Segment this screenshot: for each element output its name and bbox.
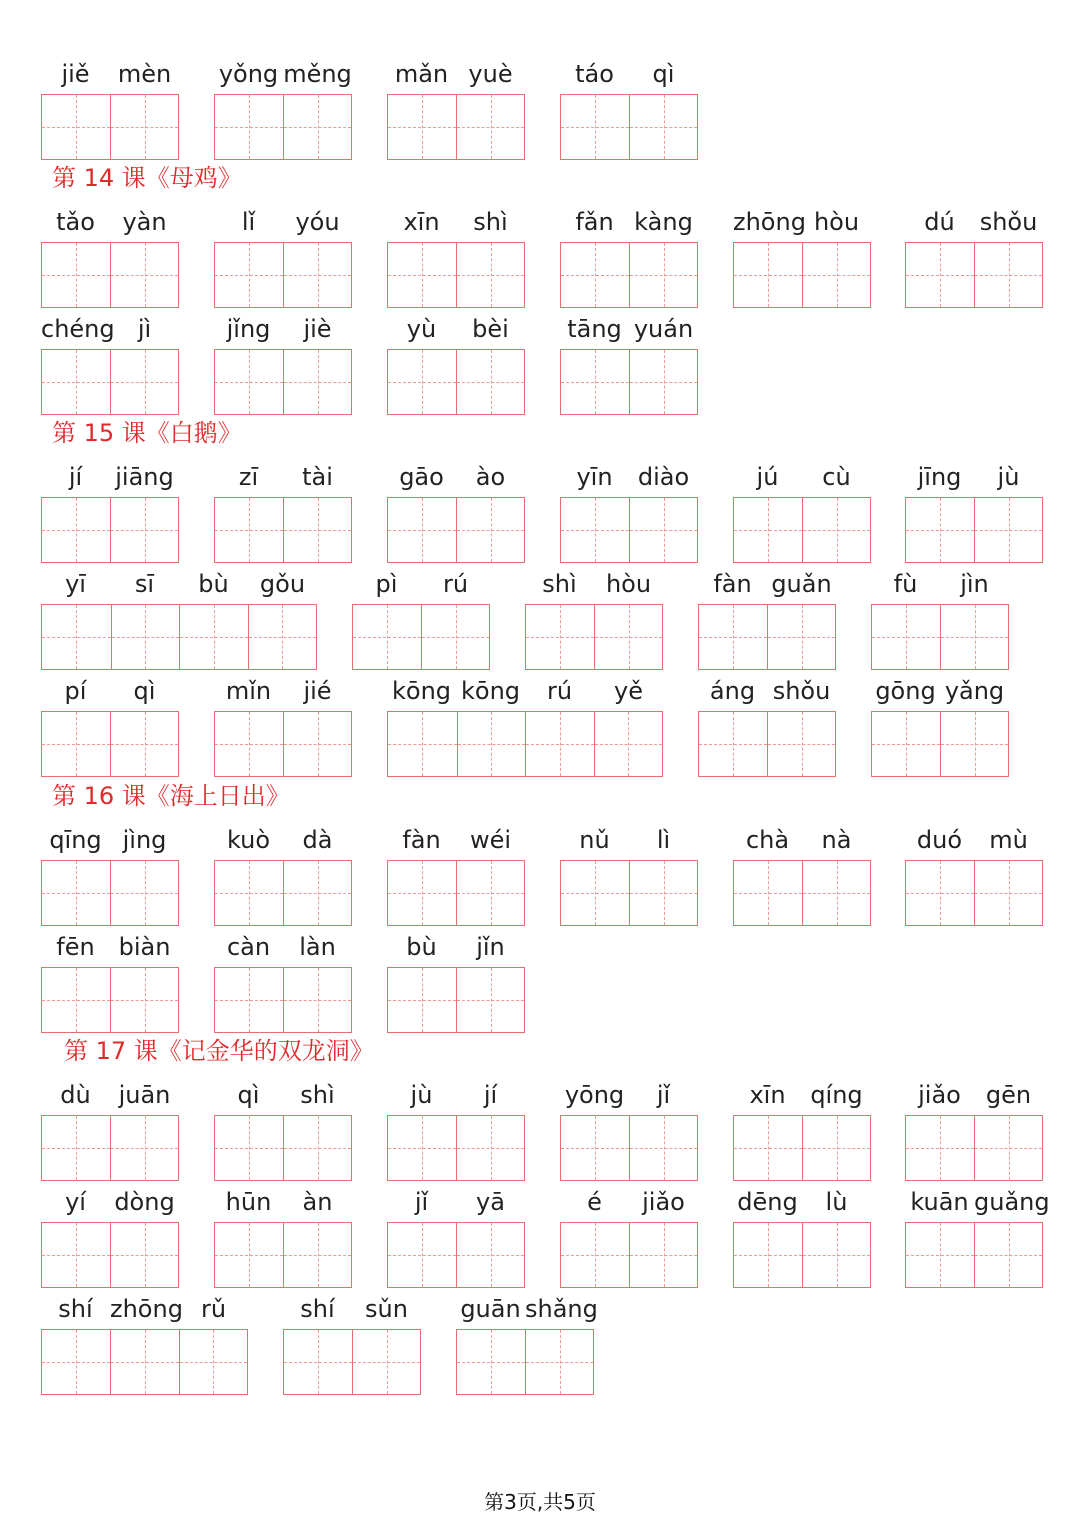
writing-cell[interactable] xyxy=(561,498,629,562)
writing-cell[interactable] xyxy=(629,350,697,414)
pinyin-label: yuè xyxy=(468,60,513,88)
writing-cell[interactable] xyxy=(561,861,629,925)
pinyin-label: qì xyxy=(133,677,156,705)
writing-cell[interactable] xyxy=(42,95,110,159)
writing-grid xyxy=(905,1115,1043,1181)
writing-grid xyxy=(214,711,352,777)
writing-grid xyxy=(41,94,179,160)
writing-grid xyxy=(560,1222,698,1288)
writing-cell[interactable] xyxy=(940,712,1008,776)
pinyin-label: shì xyxy=(473,208,508,236)
writing-cell[interactable] xyxy=(42,1223,110,1287)
pinyin-label: shǒu xyxy=(772,677,831,705)
writing-cell[interactable] xyxy=(215,95,283,159)
writing-grid xyxy=(41,497,179,563)
pinyin-label: dà xyxy=(302,826,333,854)
writing-cell[interactable] xyxy=(525,712,594,776)
pinyin-label: yǒng xyxy=(218,60,279,88)
writing-grid xyxy=(560,94,698,160)
writing-cell[interactable] xyxy=(906,861,974,925)
writing-cell[interactable] xyxy=(388,95,456,159)
writing-grid xyxy=(214,497,352,563)
writing-cell[interactable] xyxy=(629,1116,697,1180)
writing-grid xyxy=(905,1222,1043,1288)
writing-cell[interactable] xyxy=(421,605,489,669)
pinyin-label: juān xyxy=(118,1081,171,1109)
writing-cell[interactable] xyxy=(110,861,178,925)
writing-grid xyxy=(871,711,1009,777)
pinyin-label: yóu xyxy=(295,208,340,236)
pinyin-label: mù xyxy=(989,826,1028,854)
writing-cell[interactable] xyxy=(179,605,248,669)
lesson-heading: 第 16 课《海上日出》 xyxy=(52,782,290,810)
pinyin-label: pí xyxy=(64,677,87,705)
writing-cell[interactable] xyxy=(215,350,283,414)
pinyin-label: é xyxy=(587,1188,602,1216)
pinyin-label: jǐ xyxy=(656,1081,671,1109)
pinyin-label: hūn xyxy=(225,1188,272,1216)
writing-cell[interactable] xyxy=(215,968,283,1032)
writing-cell[interactable] xyxy=(283,243,351,307)
writing-cell[interactable] xyxy=(179,1330,247,1394)
pinyin-label: jiǎo xyxy=(918,1081,961,1109)
writing-grid xyxy=(871,604,1009,670)
writing-grid xyxy=(41,1115,179,1181)
pinyin-label: yě xyxy=(614,677,643,705)
pinyin-label: tǎo xyxy=(56,208,95,236)
writing-grid xyxy=(387,242,525,308)
writing-grid xyxy=(733,860,871,926)
pinyin-label: jiāng xyxy=(115,463,174,491)
writing-cell[interactable] xyxy=(561,1116,629,1180)
writing-cell[interactable] xyxy=(561,95,629,159)
pinyin-label: jìng xyxy=(122,826,167,854)
writing-cell[interactable] xyxy=(42,498,110,562)
writing-cell[interactable] xyxy=(42,1330,110,1394)
pinyin-label: fǎn xyxy=(575,208,614,236)
pinyin-label: kàng xyxy=(634,208,693,236)
pinyin-label: càn xyxy=(226,933,271,961)
pinyin-label: làn xyxy=(299,933,336,961)
writing-cell[interactable] xyxy=(283,968,351,1032)
pinyin-label: jié xyxy=(303,677,332,705)
writing-cell[interactable] xyxy=(802,1223,870,1287)
pinyin-label: xīn xyxy=(403,208,440,236)
pinyin-label: xīn xyxy=(749,1081,786,1109)
pinyin-label: jí xyxy=(68,463,83,491)
writing-cell[interactable] xyxy=(42,350,110,414)
pinyin-label: jì xyxy=(137,315,152,343)
writing-cell[interactable] xyxy=(110,498,178,562)
writing-grid xyxy=(560,1115,698,1181)
writing-cell[interactable] xyxy=(699,712,767,776)
writing-cell[interactable] xyxy=(456,243,524,307)
pinyin-label: ào xyxy=(475,463,506,491)
pinyin-label: mǎn xyxy=(394,60,449,88)
writing-grid xyxy=(905,497,1043,563)
writing-grid xyxy=(41,1222,179,1288)
pinyin-label: shì xyxy=(300,1081,335,1109)
pinyin-label: zhōng xyxy=(110,1295,183,1323)
writing-cell[interactable] xyxy=(283,498,351,562)
writing-cell[interactable] xyxy=(872,712,940,776)
pinyin-label: biàn xyxy=(118,933,171,961)
writing-cell[interactable] xyxy=(734,1116,802,1180)
writing-grid xyxy=(733,1222,871,1288)
writing-cell[interactable] xyxy=(110,95,178,159)
pinyin-label: dú xyxy=(924,208,955,236)
writing-grid xyxy=(41,1329,248,1395)
writing-cell[interactable] xyxy=(940,605,1008,669)
writing-cell[interactable] xyxy=(110,1116,178,1180)
writing-cell[interactable] xyxy=(561,350,629,414)
writing-cell[interactable] xyxy=(388,1116,456,1180)
writing-grid xyxy=(214,967,352,1033)
writing-cell[interactable] xyxy=(629,861,697,925)
pinyin-label: qīng xyxy=(49,826,102,854)
writing-cell[interactable] xyxy=(974,1116,1042,1180)
pinyin-label: àn xyxy=(302,1188,333,1216)
writing-cell[interactable] xyxy=(629,498,697,562)
writing-grid xyxy=(733,242,871,308)
writing-cell[interactable] xyxy=(526,605,594,669)
pinyin-label: mǐn xyxy=(225,677,272,705)
pinyin-label: qì xyxy=(652,60,675,88)
writing-cell[interactable] xyxy=(872,605,940,669)
writing-cell[interactable] xyxy=(734,861,802,925)
writing-grid xyxy=(214,94,352,160)
pinyin-label: zī xyxy=(238,463,259,491)
writing-cell[interactable] xyxy=(42,861,110,925)
writing-cell[interactable] xyxy=(215,1116,283,1180)
writing-cell[interactable] xyxy=(629,95,697,159)
writing-grid xyxy=(560,497,698,563)
writing-grid xyxy=(41,860,179,926)
pinyin-label: jǐ xyxy=(414,1188,429,1216)
writing-cell[interactable] xyxy=(42,1116,110,1180)
writing-grid xyxy=(387,711,663,777)
lesson-heading: 第 17 课《记金华的双龙洞》 xyxy=(64,1037,374,1065)
pinyin-label: dēng xyxy=(737,1188,798,1216)
pinyin-label: shǎng xyxy=(525,1295,598,1323)
pinyin-label: nǔ xyxy=(579,826,610,854)
pinyin-label: gāo xyxy=(399,463,444,491)
writing-cell[interactable] xyxy=(594,712,663,776)
writing-cell[interactable] xyxy=(110,1330,178,1394)
writing-grid xyxy=(214,1115,352,1181)
pinyin-label: hòu xyxy=(813,208,860,236)
pinyin-label: pì xyxy=(375,570,398,598)
writing-cell[interactable] xyxy=(388,350,456,414)
writing-grid xyxy=(387,967,525,1033)
pinyin-label: lì xyxy=(656,826,671,854)
writing-cell[interactable] xyxy=(42,243,110,307)
writing-cell[interactable] xyxy=(699,605,767,669)
pinyin-label: diào xyxy=(637,463,690,491)
pinyin-label: rú xyxy=(546,677,573,705)
writing-grid xyxy=(214,349,352,415)
lesson-heading: 第 15 课《白鹅》 xyxy=(52,419,242,447)
pinyin-label: cù xyxy=(822,463,851,491)
writing-grid xyxy=(456,1329,594,1395)
writing-grid xyxy=(214,242,352,308)
pinyin-label: nà xyxy=(821,826,852,854)
page-footer: 第3页,共5页 xyxy=(484,1490,596,1514)
pinyin-label: jú xyxy=(756,463,779,491)
pinyin-label: jīng xyxy=(917,463,962,491)
writing-cell[interactable] xyxy=(767,712,835,776)
writing-cell[interactable] xyxy=(561,243,629,307)
writing-cell[interactable] xyxy=(974,498,1042,562)
writing-cell[interactable] xyxy=(284,1330,352,1394)
pinyin-label: duó xyxy=(916,826,963,854)
writing-cell[interactable] xyxy=(352,1330,420,1394)
writing-cell[interactable] xyxy=(110,243,178,307)
pinyin-label: áng xyxy=(709,677,756,705)
pinyin-label: jǐng xyxy=(226,315,271,343)
pinyin-label: yuán xyxy=(633,315,694,343)
writing-cell[interactable] xyxy=(388,498,456,562)
writing-cell[interactable] xyxy=(215,712,283,776)
pinyin-label: bù xyxy=(198,570,229,598)
pinyin-label: guǎn xyxy=(771,570,832,598)
writing-grid xyxy=(387,94,525,160)
writing-cell[interactable] xyxy=(456,1223,524,1287)
pinyin-label: yí xyxy=(65,1188,86,1216)
pinyin-label: yōng xyxy=(564,1081,625,1109)
writing-cell[interactable] xyxy=(629,1223,697,1287)
pinyin-label: kuò xyxy=(226,826,271,854)
writing-cell[interactable] xyxy=(283,861,351,925)
pinyin-label: zhōng xyxy=(733,208,806,236)
writing-cell[interactable] xyxy=(456,968,524,1032)
pinyin-label: yā xyxy=(476,1188,505,1216)
pinyin-label: jù xyxy=(997,463,1020,491)
pinyin-label: fàn xyxy=(713,570,752,598)
pinyin-label: bù xyxy=(406,933,437,961)
writing-cell[interactable] xyxy=(734,498,802,562)
pinyin-label: kōng xyxy=(460,677,521,705)
pinyin-label: gōng xyxy=(875,677,936,705)
writing-grid xyxy=(283,1329,421,1395)
pinyin-label: tài xyxy=(302,463,333,491)
writing-grid xyxy=(387,349,525,415)
writing-cell[interactable] xyxy=(906,498,974,562)
writing-cell[interactable] xyxy=(906,1116,974,1180)
writing-cell[interactable] xyxy=(525,1330,593,1394)
writing-cell[interactable] xyxy=(42,712,110,776)
pinyin-label: mèn xyxy=(117,60,172,88)
writing-cell[interactable] xyxy=(283,1116,351,1180)
writing-grid xyxy=(387,497,525,563)
writing-cell[interactable] xyxy=(974,1223,1042,1287)
writing-cell[interactable] xyxy=(42,968,110,1032)
writing-cell[interactable] xyxy=(283,712,351,776)
pinyin-label: rú xyxy=(442,570,469,598)
pinyin-label: fēn xyxy=(56,933,95,961)
pinyin-label: jìn xyxy=(960,570,989,598)
writing-cell[interactable] xyxy=(388,243,456,307)
writing-grid xyxy=(387,1222,525,1288)
writing-cell[interactable] xyxy=(215,1223,283,1287)
writing-cell[interactable] xyxy=(734,1223,802,1287)
writing-cell[interactable] xyxy=(456,498,524,562)
writing-cell[interactable] xyxy=(388,968,456,1032)
writing-grid xyxy=(905,860,1043,926)
pinyin-label: gēn xyxy=(985,1081,1032,1109)
pinyin-label: guān xyxy=(460,1295,521,1323)
writing-cell[interactable] xyxy=(974,861,1042,925)
writing-grid xyxy=(41,967,179,1033)
pinyin-label: lǐ xyxy=(241,208,256,236)
pinyin-label: fàn xyxy=(402,826,441,854)
writing-cell[interactable] xyxy=(802,861,870,925)
writing-grid xyxy=(214,1222,352,1288)
pinyin-label: yàn xyxy=(122,208,167,236)
pinyin-label: tāng xyxy=(567,315,622,343)
writing-cell[interactable] xyxy=(802,243,870,307)
pinyin-label: yīn xyxy=(576,463,613,491)
writing-cell[interactable] xyxy=(283,350,351,414)
pinyin-label: jiě xyxy=(61,60,90,88)
writing-grid xyxy=(214,860,352,926)
writing-cell[interactable] xyxy=(42,605,111,669)
pinyin-label: shí xyxy=(300,1295,335,1323)
writing-cell[interactable] xyxy=(215,861,283,925)
writing-cell[interactable] xyxy=(110,350,178,414)
pinyin-label: qì xyxy=(237,1081,260,1109)
writing-cell[interactable] xyxy=(561,1223,629,1287)
writing-grid xyxy=(352,604,490,670)
pinyin-label: bèi xyxy=(472,315,509,343)
writing-cell[interactable] xyxy=(456,861,524,925)
pinyin-label: chà xyxy=(745,826,790,854)
writing-cell[interactable] xyxy=(283,95,351,159)
pinyin-label: wéi xyxy=(469,826,512,854)
writing-cell[interactable] xyxy=(456,350,524,414)
pinyin-label: sǔn xyxy=(365,1295,408,1323)
writing-cell[interactable] xyxy=(110,712,178,776)
pinyin-label: shǒu xyxy=(979,208,1038,236)
writing-grid xyxy=(698,711,836,777)
pinyin-label: dù xyxy=(60,1081,91,1109)
writing-grid xyxy=(41,711,179,777)
pinyin-label: měng xyxy=(283,60,352,88)
writing-cell[interactable] xyxy=(215,243,283,307)
pinyin-label: táo xyxy=(575,60,614,88)
writing-cell[interactable] xyxy=(906,243,974,307)
writing-cell[interactable] xyxy=(110,968,178,1032)
writing-grid xyxy=(560,242,698,308)
writing-cell[interactable] xyxy=(594,605,662,669)
writing-cell[interactable] xyxy=(629,243,697,307)
pinyin-label: jǐn xyxy=(476,933,505,961)
writing-grid xyxy=(41,349,179,415)
writing-grid xyxy=(525,604,663,670)
pinyin-label: yī xyxy=(65,570,86,598)
pinyin-label: jù xyxy=(410,1081,433,1109)
writing-cell[interactable] xyxy=(457,712,526,776)
pinyin-label: yù xyxy=(406,315,437,343)
writing-cell[interactable] xyxy=(734,243,802,307)
writing-grid xyxy=(733,497,871,563)
pinyin-label: shí xyxy=(58,1295,93,1323)
pinyin-label: jí xyxy=(483,1081,498,1109)
pinyin-label: kuān xyxy=(910,1188,969,1216)
writing-cell[interactable] xyxy=(767,605,835,669)
writing-cell[interactable] xyxy=(457,1330,525,1394)
pinyin-label: guǎng xyxy=(974,1188,1050,1216)
pinyin-label: chéng xyxy=(41,315,115,343)
lesson-heading: 第 14 课《母鸡》 xyxy=(52,164,242,192)
writing-grid xyxy=(733,1115,871,1181)
pinyin-label: yǎng xyxy=(944,677,1005,705)
writing-cell[interactable] xyxy=(110,1223,178,1287)
writing-grid xyxy=(41,604,317,670)
pinyin-label: jiǎo xyxy=(642,1188,685,1216)
pinyin-label: lù xyxy=(825,1188,848,1216)
pinyin-label: dòng xyxy=(114,1188,175,1216)
writing-grid xyxy=(387,860,525,926)
writing-cell[interactable] xyxy=(906,1223,974,1287)
writing-cell[interactable] xyxy=(388,861,456,925)
writing-grid xyxy=(387,1115,525,1181)
pinyin-label: kōng xyxy=(391,677,452,705)
writing-grid xyxy=(698,604,836,670)
writing-cell[interactable] xyxy=(283,1223,351,1287)
writing-cell[interactable] xyxy=(111,605,180,669)
pinyin-label: hòu xyxy=(605,570,652,598)
pinyin-label: sī xyxy=(134,570,155,598)
pinyin-label: shì xyxy=(542,570,577,598)
pinyin-label: jiè xyxy=(303,315,332,343)
writing-grid xyxy=(560,860,698,926)
writing-cell[interactable] xyxy=(974,243,1042,307)
writing-grid xyxy=(905,242,1043,308)
writing-cell[interactable] xyxy=(388,1223,456,1287)
pinyin-label: gǒu xyxy=(259,570,306,598)
writing-cell[interactable] xyxy=(802,1116,870,1180)
writing-cell[interactable] xyxy=(456,1116,524,1180)
writing-grid xyxy=(560,349,698,415)
writing-cell[interactable] xyxy=(353,605,421,669)
writing-grid xyxy=(41,242,179,308)
pinyin-label: fù xyxy=(893,570,918,598)
writing-cell[interactable] xyxy=(248,605,317,669)
writing-cell[interactable] xyxy=(802,498,870,562)
pinyin-label: qíng xyxy=(810,1081,863,1109)
writing-cell[interactable] xyxy=(456,95,524,159)
writing-cell[interactable] xyxy=(215,498,283,562)
pinyin-label: rǔ xyxy=(200,1295,227,1323)
writing-cell[interactable] xyxy=(388,712,457,776)
